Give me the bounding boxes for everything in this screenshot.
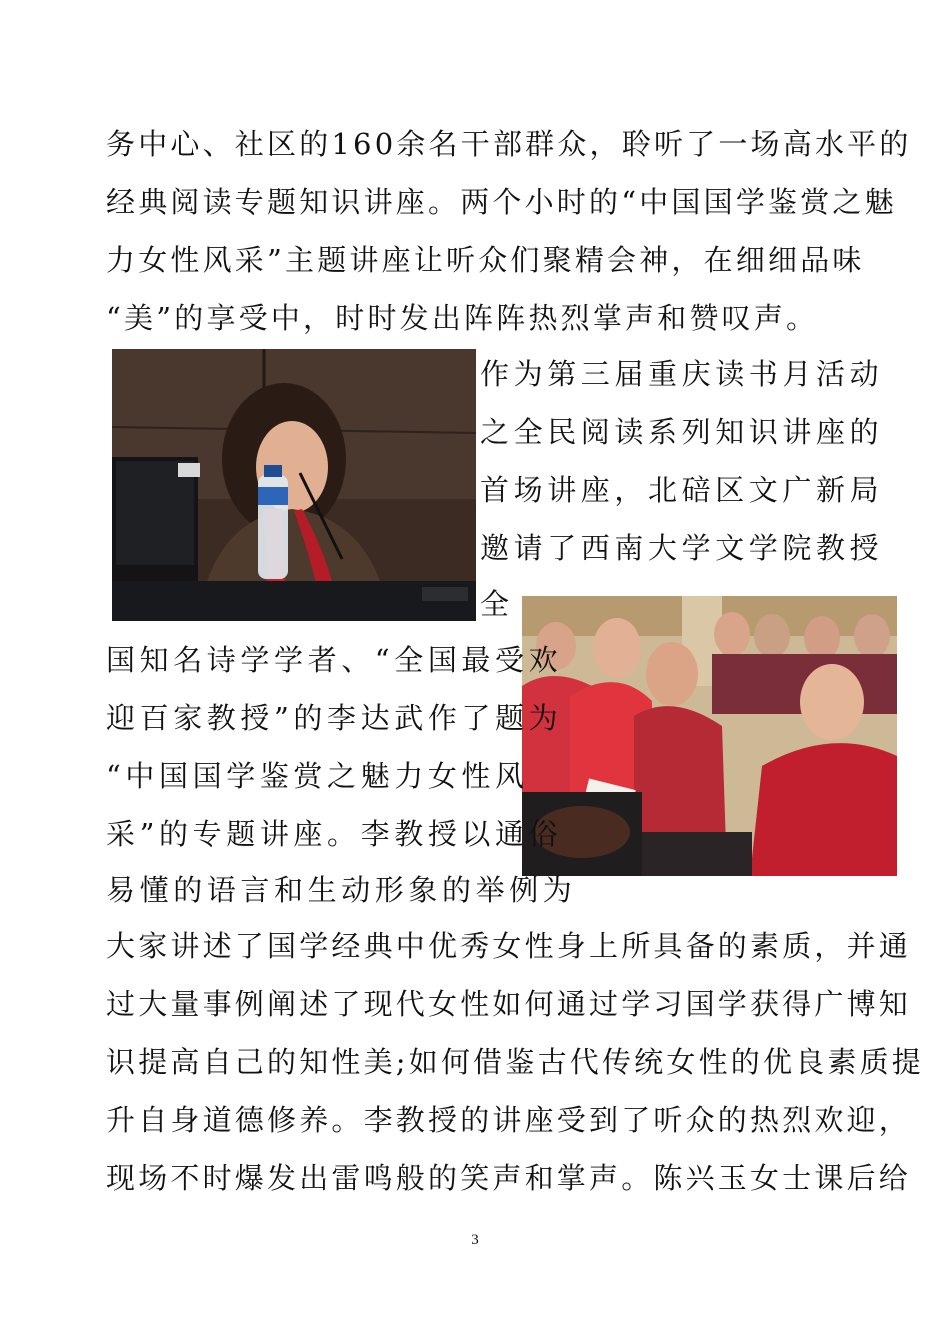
paragraph-line: 国知名诗学学者、“全国最受欢	[106, 643, 563, 677]
paragraph-line: 力女性风采”主题讲座让听众们聚精会神，在细细品味	[106, 243, 865, 277]
paragraph-line: 识提高自己的知性美;如何借鉴古代传统女性的优良素质提	[106, 1045, 924, 1079]
paragraph-line: 经典阅读专题知识讲座。两个小时的“中国国学鉴赏之魅	[106, 185, 897, 219]
paragraph-line: 采”的专题讲座。李教授以通俗	[106, 817, 563, 851]
paragraph-line: 全	[480, 587, 514, 621]
page-number: 3	[471, 1232, 479, 1248]
paragraph-line: “美”的享受中，时时发出阵阵热烈掌声和赞叹声。	[106, 301, 819, 335]
paragraph-line: 过大量事例阐述了现代女性如何通过学习国学获得广博知	[106, 987, 912, 1021]
audience-photo	[522, 596, 897, 876]
paragraph-line: 易懂的语言和生动形象的举例为	[106, 873, 577, 907]
audience-photo-illustration	[522, 596, 897, 876]
paragraph-line: 之全民阅读系列知识讲座的	[480, 415, 884, 449]
paragraph-line: 首场讲座，北碚区文广新局	[480, 473, 884, 507]
paragraph-line: 作为第三届重庆读书月活动	[480, 357, 884, 391]
speaker-photo	[112, 349, 476, 621]
paragraph-line: “中国国学鉴赏之魅力女性风	[106, 759, 529, 793]
paragraph-line: 现场不时爆发出雷鸣般的笑声和掌声。陈兴玉女士课后给	[106, 1161, 912, 1195]
paragraph-line: 务中心、社区的160余名干部群众，聆听了一场高水平的	[106, 127, 912, 161]
paragraph-line: 大家讲述了国学经典中优秀女性身上所具备的素质，并通	[106, 929, 912, 963]
speaker-photo-illustration	[112, 349, 476, 621]
paragraph-line: 邀请了西南大学文学院教授	[480, 531, 884, 565]
paragraph-line: 升自身道德修养。李教授的讲座受到了听众的热烈欢迎，	[106, 1103, 912, 1137]
paragraph-line: 迎百家教授”的李达武作了题为	[106, 701, 563, 735]
